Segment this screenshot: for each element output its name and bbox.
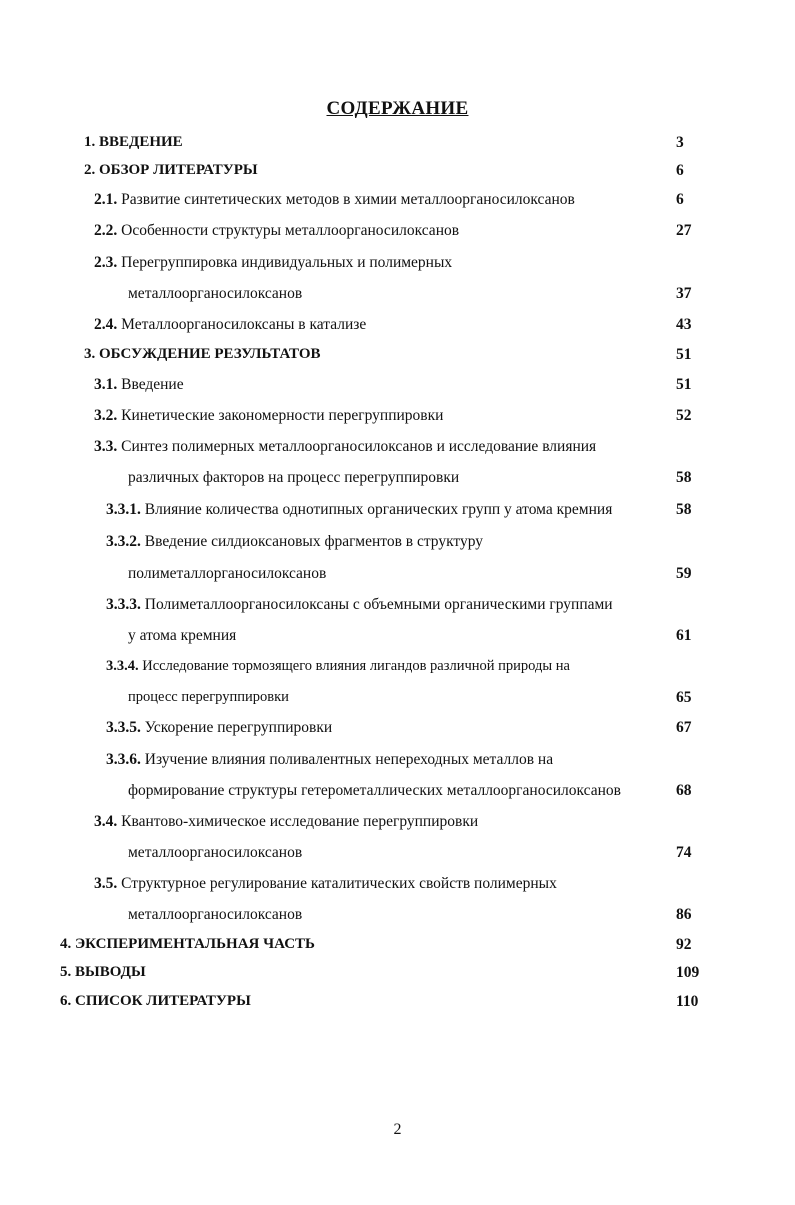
toc-entry-number: 3.1. <box>94 376 118 393</box>
toc-entry-2-3[interactable] <box>94 254 452 272</box>
toc-entry-number: 3.3.1. <box>106 501 141 518</box>
toc-entry-3-3-6[interactable] <box>106 751 553 769</box>
toc-entry-continuation: формирование структуры гетерометаллических металлоорганосилоксанов <box>128 782 621 799</box>
toc-page-number: 110 <box>676 993 699 1010</box>
toc-entry-3-3-4[interactable] <box>106 658 570 675</box>
toc-page-number: 67 <box>676 719 692 736</box>
toc-entry-number: 3.3.3. <box>106 596 141 613</box>
toc-entry-text: ЭКСПЕРИМЕНТАЛЬНАЯ ЧАСТЬ <box>75 936 315 952</box>
toc-page-number: 51 <box>676 346 692 363</box>
toc-page-number: 51 <box>676 376 692 393</box>
toc-entry-text: Кинетические закономерности перегруппировки <box>121 407 444 424</box>
toc-entry-1[interactable] <box>84 134 183 151</box>
toc-entry-number: 2.2. <box>94 222 118 239</box>
toc-entry-number: 2.3. <box>94 254 118 271</box>
toc-entry-text: Квантово-химическое исследование перегруппировки <box>121 813 479 830</box>
toc-entry-2[interactable] <box>84 162 258 179</box>
toc-entry-3-2[interactable] <box>94 407 443 425</box>
toc-entry-number: 3. <box>84 346 96 362</box>
toc-entry-number: 6. <box>60 993 72 1009</box>
toc-entry-text: Исследование тормозящего влияния лигандов различной природы на <box>142 658 570 674</box>
toc-entry-text: ОБЗОР ЛИТЕРАТУРЫ <box>99 162 258 178</box>
toc-entry-5[interactable] <box>60 964 146 981</box>
toc-entry-6[interactable] <box>60 993 251 1010</box>
toc-entry-text: Введение силдиоксановых фрагментов в структуру <box>144 533 484 550</box>
toc-entry-number: 4. <box>60 936 72 952</box>
toc-page-number: 58 <box>676 469 692 486</box>
toc-entry-3-4[interactable] <box>94 813 478 831</box>
toc-entry-continuation: различных факторов на процесс перегруппировки <box>128 469 460 486</box>
toc-page-number: 61 <box>676 627 692 644</box>
toc-page-number: 6 <box>676 191 684 208</box>
toc-page-number: 65 <box>676 689 692 706</box>
toc-entry-text: Синтез полимерных металлоорганосилоксанов и исследование влияния <box>121 438 597 455</box>
toc-entry-continuation: металлоорганосилоксанов <box>128 906 303 923</box>
toc-entry-text: Влияние количества однотипных органических групп у атома кремния <box>144 501 613 518</box>
page-title: СОДЕРЖАНИЕ <box>326 98 469 119</box>
toc-entry-3-3-3[interactable] <box>106 596 613 614</box>
toc-entry-continuation: у атома кремния <box>128 627 237 644</box>
toc-entry-number: 3.3.6. <box>106 751 141 768</box>
toc-entry-number: 3.3.4. <box>106 658 139 674</box>
toc-page-number: 86 <box>676 906 692 923</box>
toc-entry-3-3-2[interactable] <box>106 533 483 551</box>
toc-entry-text: Металлоорганосилоксаны в катализе <box>121 316 367 333</box>
toc-entry-3-3-5[interactable] <box>106 719 332 737</box>
toc-page-number: 68 <box>676 782 692 799</box>
toc-page-number: 6 <box>676 162 684 179</box>
toc-entry-text: ВЫВОДЫ <box>75 964 146 980</box>
toc-page-number: 43 <box>676 316 692 333</box>
toc-entry-3-1[interactable] <box>94 376 184 394</box>
toc-page-number: 3 <box>676 134 684 151</box>
toc-entry-text: Перегруппировка индивидуальных и полимерных <box>121 254 453 271</box>
toc-entry-text: ОБСУЖДЕНИЕ РЕЗУЛЬТАТОВ <box>99 346 321 362</box>
toc-entry-number: 5. <box>60 964 72 980</box>
toc-entry-number: 1. <box>84 134 96 150</box>
toc-entry-number: 3.3.2. <box>106 533 141 550</box>
toc-entry-3-5[interactable] <box>94 875 557 893</box>
toc-entry-number: 3.3. <box>94 438 118 455</box>
toc-entry-text: Развитие синтетических методов в химии металлоорганосилоксанов <box>121 191 575 208</box>
toc-entry-4[interactable] <box>60 936 315 953</box>
toc-entry-number: 2. <box>84 162 96 178</box>
toc-entry-3-3[interactable] <box>94 438 596 456</box>
toc-entry-continuation: металлоорганосилоксанов <box>128 844 303 861</box>
toc-entry-number: 2.1. <box>94 191 118 208</box>
toc-entry-text: Ускорение перегруппировки <box>144 719 333 736</box>
toc-entry-3-3-1[interactable] <box>106 501 612 519</box>
toc-entry-number: 3.4. <box>94 813 118 830</box>
toc-entry-text: ВВЕДЕНИЕ <box>99 134 183 150</box>
toc-entry-text: Изучение влияния поливалентных непереходных металлов на <box>144 751 554 768</box>
toc-entry-text: Введение <box>121 376 184 393</box>
toc-entry-text: Особенности структуры металлоорганосилоксанов <box>121 222 460 239</box>
toc-entry-2-4[interactable] <box>94 316 366 334</box>
toc-entry-continuation: полиметаллорганосилоксанов <box>128 565 327 582</box>
toc-page-number: 109 <box>676 964 700 981</box>
toc-entry-continuation: металлоорганосилоксанов <box>128 285 303 302</box>
toc-entry-continuation: процесс перегруппировки <box>128 689 289 705</box>
toc-entry-2-1[interactable] <box>94 191 575 209</box>
toc-page-number: 92 <box>676 936 692 953</box>
toc-page-number: 74 <box>676 844 692 861</box>
toc-entry-text: Структурное регулирование каталитических свойств полимерных <box>121 875 557 892</box>
toc-page-number: 59 <box>676 565 692 582</box>
toc-page-number: 37 <box>676 285 692 302</box>
toc-page-number: 52 <box>676 407 692 424</box>
toc-entry-3[interactable] <box>84 346 321 363</box>
toc-entry-text: СПИСОК ЛИТЕРАТУРЫ <box>75 993 251 1009</box>
page-number: 2 <box>393 1121 402 1138</box>
toc-entry-number: 3.2. <box>94 407 118 424</box>
toc-entry-number: 3.5. <box>94 875 118 892</box>
toc-page-number: 58 <box>676 501 692 518</box>
toc-entry-text: Полиметаллоорганосилоксаны с объемными органическими группами <box>144 596 613 613</box>
toc-entry-number: 2.4. <box>94 316 118 333</box>
toc-page-number: 27 <box>676 222 692 239</box>
toc-entry-number: 3.3.5. <box>106 719 141 736</box>
toc-entry-2-2[interactable] <box>94 222 459 240</box>
